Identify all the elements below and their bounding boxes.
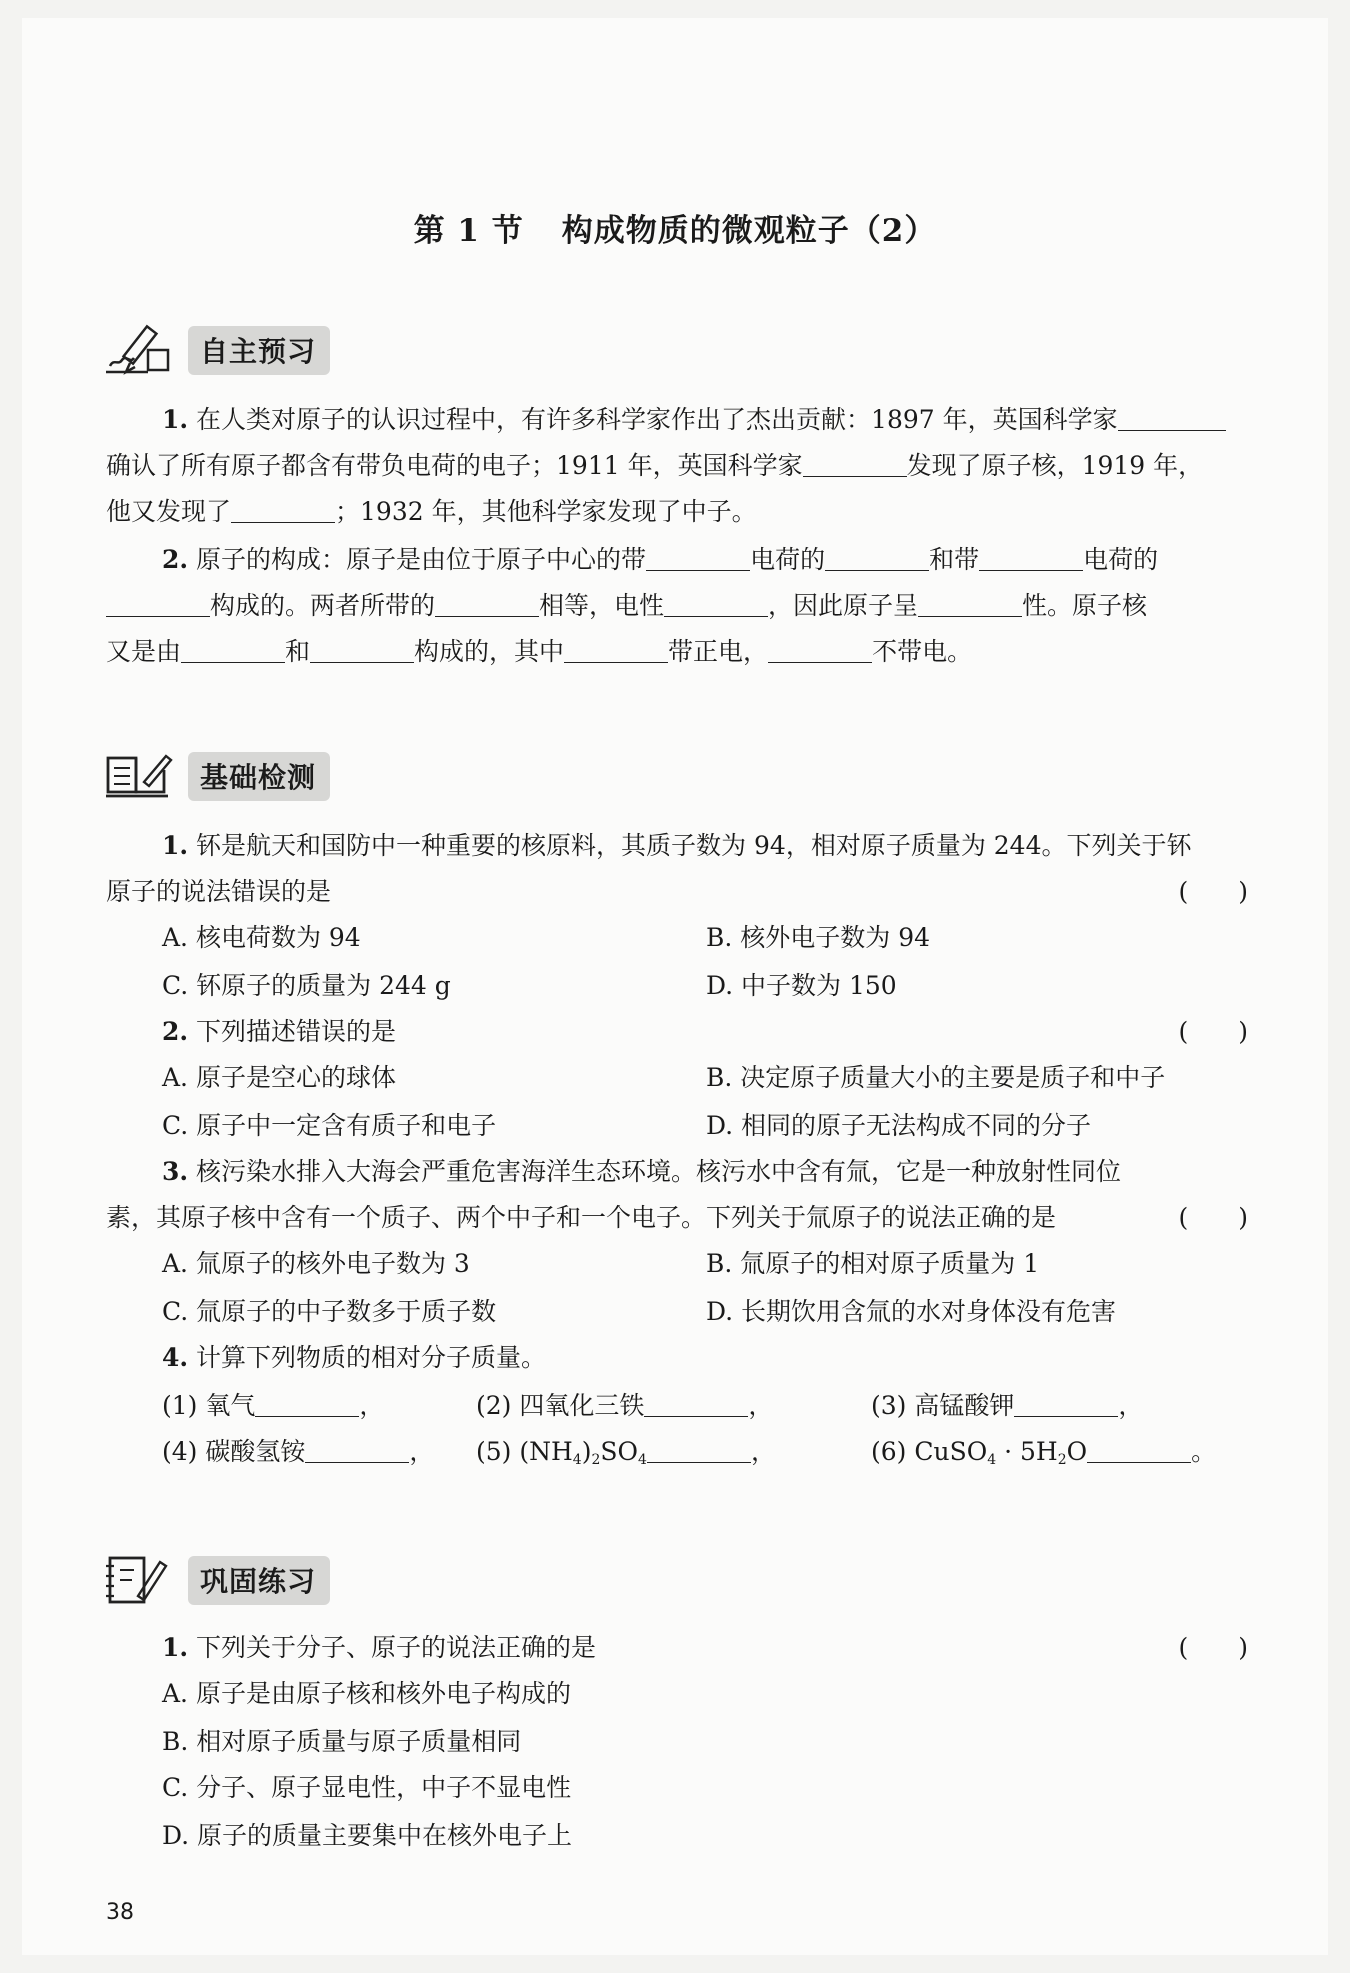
text: 构成的。两者所带的 [210,591,436,620]
text: 下列关于分子、原子的说法正确的是 [188,1633,597,1662]
text: (4) 碳酸氢铵 [162,1437,306,1466]
section-title: 构成物质的微观粒子（2） [561,213,937,249]
consolidate-q1-option-a: A. 原子是由原子核和核外电子构成的 [162,1679,571,1708]
basic-q1-option-d: D. 中子数为 150 [706,971,897,1000]
basic-q3-option-b: B. 氚原子的相对原子质量为 1 [706,1249,1040,1278]
text: (3) 高锰酸钾 [871,1391,1015,1420]
text: 确认了所有原子都含有带负电荷的电子；1911 年，英国科学家 [106,451,803,480]
preview-q1-line3 [106,492,757,532]
subscript: 4 [572,1452,582,1468]
text: 电荷的 [1083,545,1159,574]
section-header-basic [104,748,330,804]
basic-q1-option-a: A. 核电荷数为 94 [162,923,361,952]
question-number: 2. [162,545,189,574]
text: 原子的构成：原子是由位于原子中心的带 [188,545,647,574]
basic-q4-item-4 [162,1432,434,1472]
subscript: 2 [591,1452,601,1468]
basic-q4-item-5 [476,1432,776,1472]
basic-q3-option-c: C. 氚原子的中子数多于质子数 [162,1297,497,1326]
consolidate-q1-stem [162,1628,1248,1668]
text: 构成的，其中 [414,637,565,666]
answer-blank[interactable] [435,590,539,617]
basic-q2-option-a: A. 原子是空心的球体 [162,1063,396,1092]
basic-q3-option-a: A. 氚原子的核外电子数为 3 [162,1249,470,1278]
answer-blank[interactable] [979,544,1083,571]
answer-parentheses[interactable]: ( ) [1178,877,1248,906]
page-number: 38 [106,1900,134,1925]
question-number: 3. [162,1157,189,1186]
basic-q1-option-b: B. 核外电子数为 94 [706,923,931,952]
preview-q2-line3 [106,632,972,672]
notebook-pencil-icon [104,1552,174,1608]
text: (5) (NH [476,1437,573,1466]
answer-parentheses[interactable]: ( ) [1178,1017,1248,1046]
text: 电荷的 [750,545,826,574]
text: (1) 氧气 [162,1391,256,1420]
text: (6) CuSO [871,1437,988,1466]
preview-q2-line2 [106,586,1147,626]
basic-q3-stem1 [162,1152,1121,1192]
text: ) [581,1437,592,1466]
answer-blank[interactable] [255,1390,359,1417]
preview-q1-line2 [106,446,1248,486]
text: 带正电， [668,637,769,666]
text: ， [359,1391,385,1420]
text: 发现了原子核，1919 年， [906,451,1204,480]
subscript: 4 [638,1452,647,1468]
consolidate-q1-option-d: D. 原子的质量主要集中在核外电子上 [162,1821,573,1850]
answer-blank[interactable] [305,1436,409,1463]
text: ， [1118,1391,1144,1420]
answer-blank[interactable] [644,1390,748,1417]
text: · 5H [996,1437,1058,1466]
basic-q4-item-3 [871,1386,1143,1426]
section-header-consolidate [104,1552,330,1608]
text: 素，其原子核中含有一个质子、两个中子和一个电子。下列关于氚原子的说法正确的是 [106,1203,1057,1232]
consolidate-q1-option-c: C. 分子、原子显电性，中子不显电性 [162,1773,572,1802]
answer-blank[interactable] [647,1436,751,1463]
text: ，因此原子呈 [768,591,919,620]
answer-blank[interactable] [564,636,668,663]
basic-q2-option-b: B. 决定原子质量大小的主要是质子和中子 [706,1063,1166,1092]
answer-parentheses[interactable]: ( ) [1178,1633,1248,1662]
question-number: 4. [162,1343,189,1372]
text: 他又发现了 [106,497,232,526]
text: 又是由 [106,637,182,666]
text: 和带 [929,545,980,574]
text: 核污染水排入大海会严重危害海洋生态环境。核污水中含有氚，它是一种放射性同位 [188,1157,1122,1186]
text: 下列描述错误的是 [188,1017,397,1046]
text: 计算下列物质的相对分子质量。 [188,1343,547,1372]
text: 。 [1191,1437,1217,1466]
text: ， [748,1391,774,1420]
text: ， [409,1437,435,1466]
question-number: 2. [162,1017,189,1046]
basic-q4-stem [162,1338,546,1378]
subscript: 4 [987,1452,997,1468]
text: ， [750,1437,776,1466]
text: 钚是航天和国防中一种重要的核原料，其质子数为 94，相对原子质量为 244。下列关于钚 [188,831,1192,860]
open-book-pencil-icon [104,748,174,804]
text: O [1066,1437,1088,1466]
basic-q2-stem [162,1012,1248,1052]
consolidate-q1-option-b: B. 相对原子质量与原子质量相同 [162,1727,522,1756]
answer-blank[interactable] [310,636,414,663]
section-label: 基础检测 [188,752,330,801]
section-number: 第 1 节 [413,213,524,249]
answer-blank[interactable] [768,636,872,663]
basic-q2-option-c: C. 原子中一定含有质子和电子 [162,1111,497,1140]
answer-blank[interactable] [106,590,210,617]
basic-q4-item-6 [871,1432,1216,1472]
text: ；1932 年，其他科学家发现了中子。 [335,497,757,526]
answer-blank[interactable] [825,544,929,571]
text: 和 [285,637,311,666]
text: 在人类对原子的认识过程中，有许多科学家作出了杰出贡献：1897 年，英国科学家 [188,405,1118,434]
basic-q4-item-1 [162,1386,384,1426]
basic-q4-item-2 [476,1386,773,1426]
text: 性。原子核 [1022,591,1148,620]
answer-blank[interactable] [803,450,907,477]
preview-q1-line1 [162,400,1226,440]
section-header-preview [104,322,330,378]
text: SO [600,1437,639,1466]
answer-blank[interactable] [646,544,750,571]
page-title [0,205,1350,250]
subscript: 2 [1057,1452,1067,1468]
answer-blank[interactable] [1014,1390,1118,1417]
answer-blank[interactable] [1087,1436,1191,1463]
question-number: 1. [162,831,189,860]
basic-q1-option-c: C. 钚原子的质量为 244 g [162,971,451,1000]
question-number: 1. [162,1633,189,1662]
answer-parentheses[interactable]: ( ) [1178,1203,1248,1232]
answer-blank[interactable] [181,636,285,663]
preview-q2-line1 [162,540,1158,580]
text: 原子的说法错误的是 [106,877,332,906]
answer-blank[interactable] [918,590,1022,617]
text: (2) 四氧化三铁 [476,1391,645,1420]
question-number: 1. [162,405,189,434]
pen-writing-icon [104,322,174,378]
basic-q1-stem2 [106,872,1248,912]
answer-blank[interactable] [231,496,335,523]
basic-q1-stem1 [162,826,1191,866]
basic-q3-option-d: D. 长期饮用含氚的水对身体没有危害 [706,1297,1117,1326]
text: 相等，电性 [539,591,665,620]
basic-q2-option-d: D. 相同的原子无法构成不同的分子 [706,1111,1092,1140]
section-label: 巩固练习 [188,1556,330,1605]
section-label: 自主预习 [188,326,330,375]
basic-q3-stem2 [106,1198,1248,1238]
answer-blank[interactable] [664,590,768,617]
answer-blank[interactable] [1118,404,1226,431]
text: 不带电。 [872,637,973,666]
